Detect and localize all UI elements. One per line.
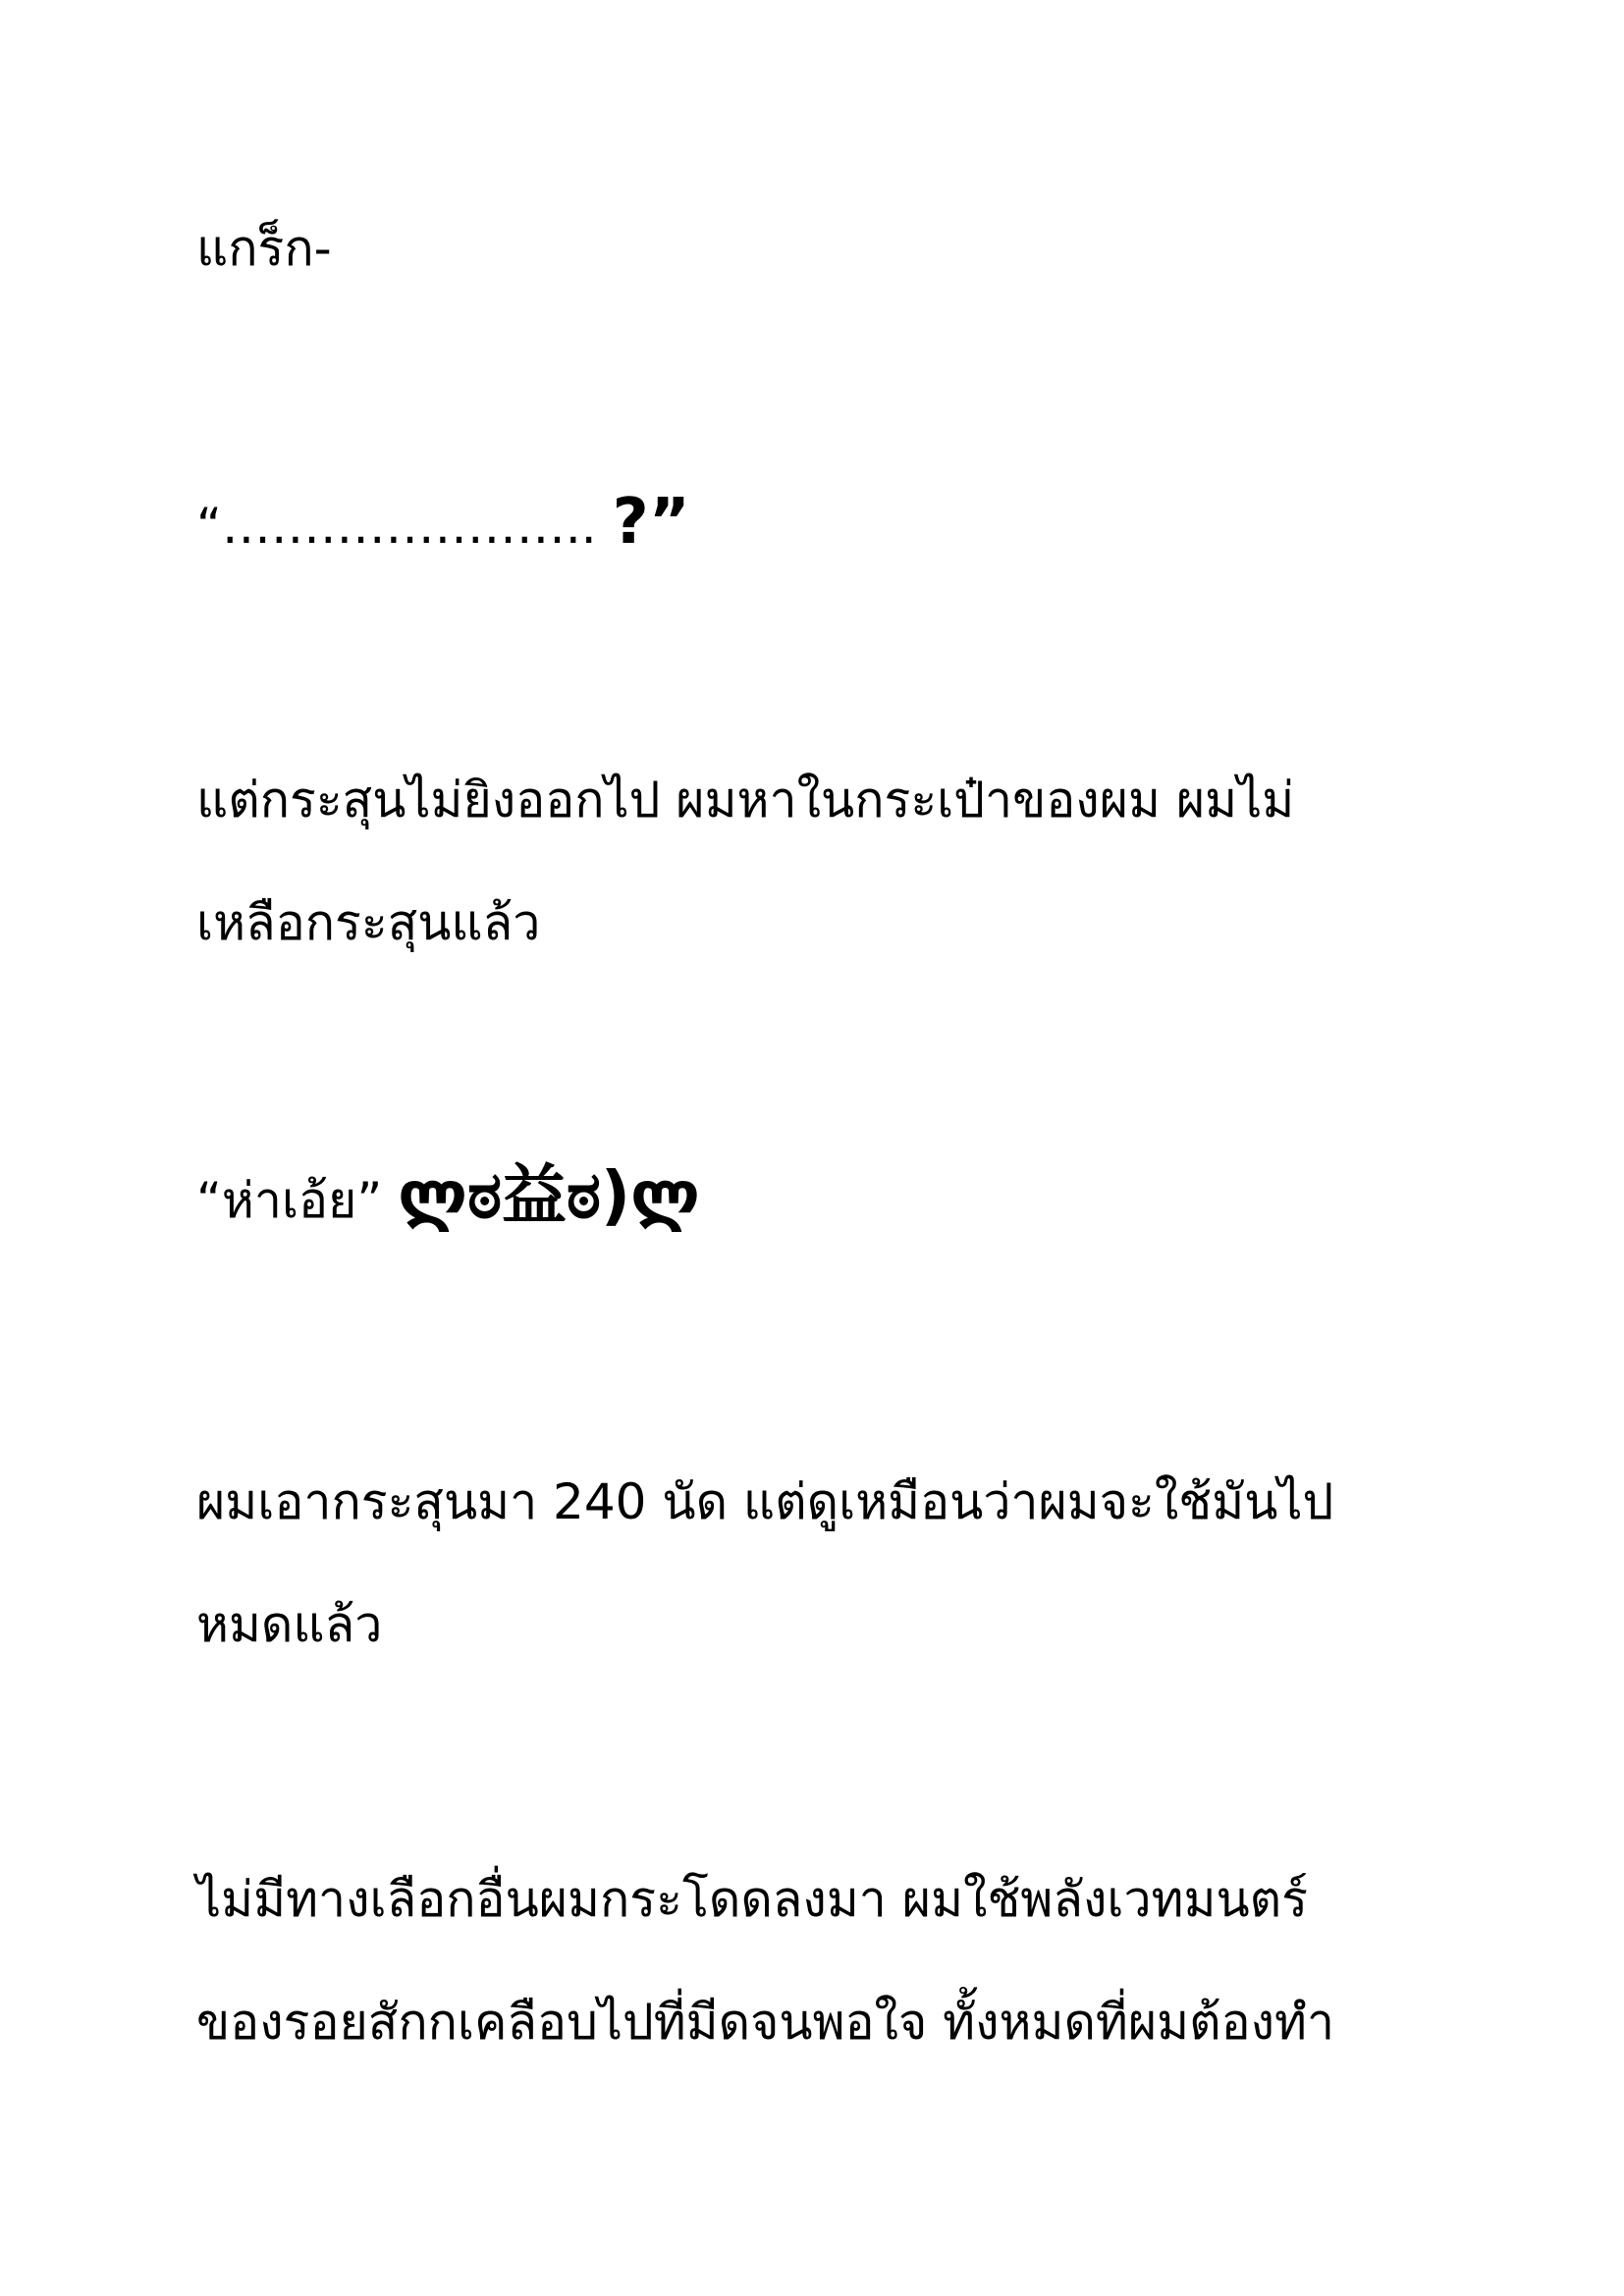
paragraph-question-dialogue [196, 486, 690, 559]
paragraph-jump-line-1 [196, 1871, 1308, 1928]
question-mark-text: ?” [612, 486, 690, 559]
angry-kaomoji: ლಠ益ಠ)ლ [398, 1157, 700, 1233]
exclamation-dialogue-text: “ห่าเอ้ย” [196, 1172, 383, 1229]
paragraph-text-line: ผมเอากระสุนมา 240 นัด แต่ดูเหมือนว่าผมจะใช้มันไป [196, 1473, 1334, 1530]
paragraph-sound-effect [196, 220, 332, 277]
paragraph-text-line: หมดแล้ว [196, 1596, 383, 1653]
paragraph-ammo-line-1 [196, 1473, 1334, 1530]
ellipsis-dialogue-text: “………………….. [196, 498, 597, 555]
paragraph-text-line: ของรอยสักกเคลือบไปที่มีดจนพอใจ ทั้งหมดที่ผมต้องทำ [196, 1994, 1335, 2051]
paragraph-text-line: เหลือกระสุนแล้ว [196, 894, 541, 951]
paragraph-ammo-line-2 [196, 1596, 383, 1653]
sound-effect-text: แกร็ก- [196, 220, 332, 277]
paragraph-no-bullets-line-1 [196, 772, 1295, 828]
paragraph-jump-line-2 [196, 1994, 1335, 2051]
paragraph-text-line: แต่กระสุนไม่ยิงออกไป ผมหาในกระเป๋าของผม ผมไม่ [196, 772, 1295, 828]
paragraph-exclamation [196, 1157, 700, 1233]
paragraph-no-bullets-line-2 [196, 894, 541, 951]
paragraph-text-line: ไม่มีทางเลือกอื่นผมกระโดดลงมา ผมใช้พลังเวทมนตร์ [196, 1871, 1308, 1928]
